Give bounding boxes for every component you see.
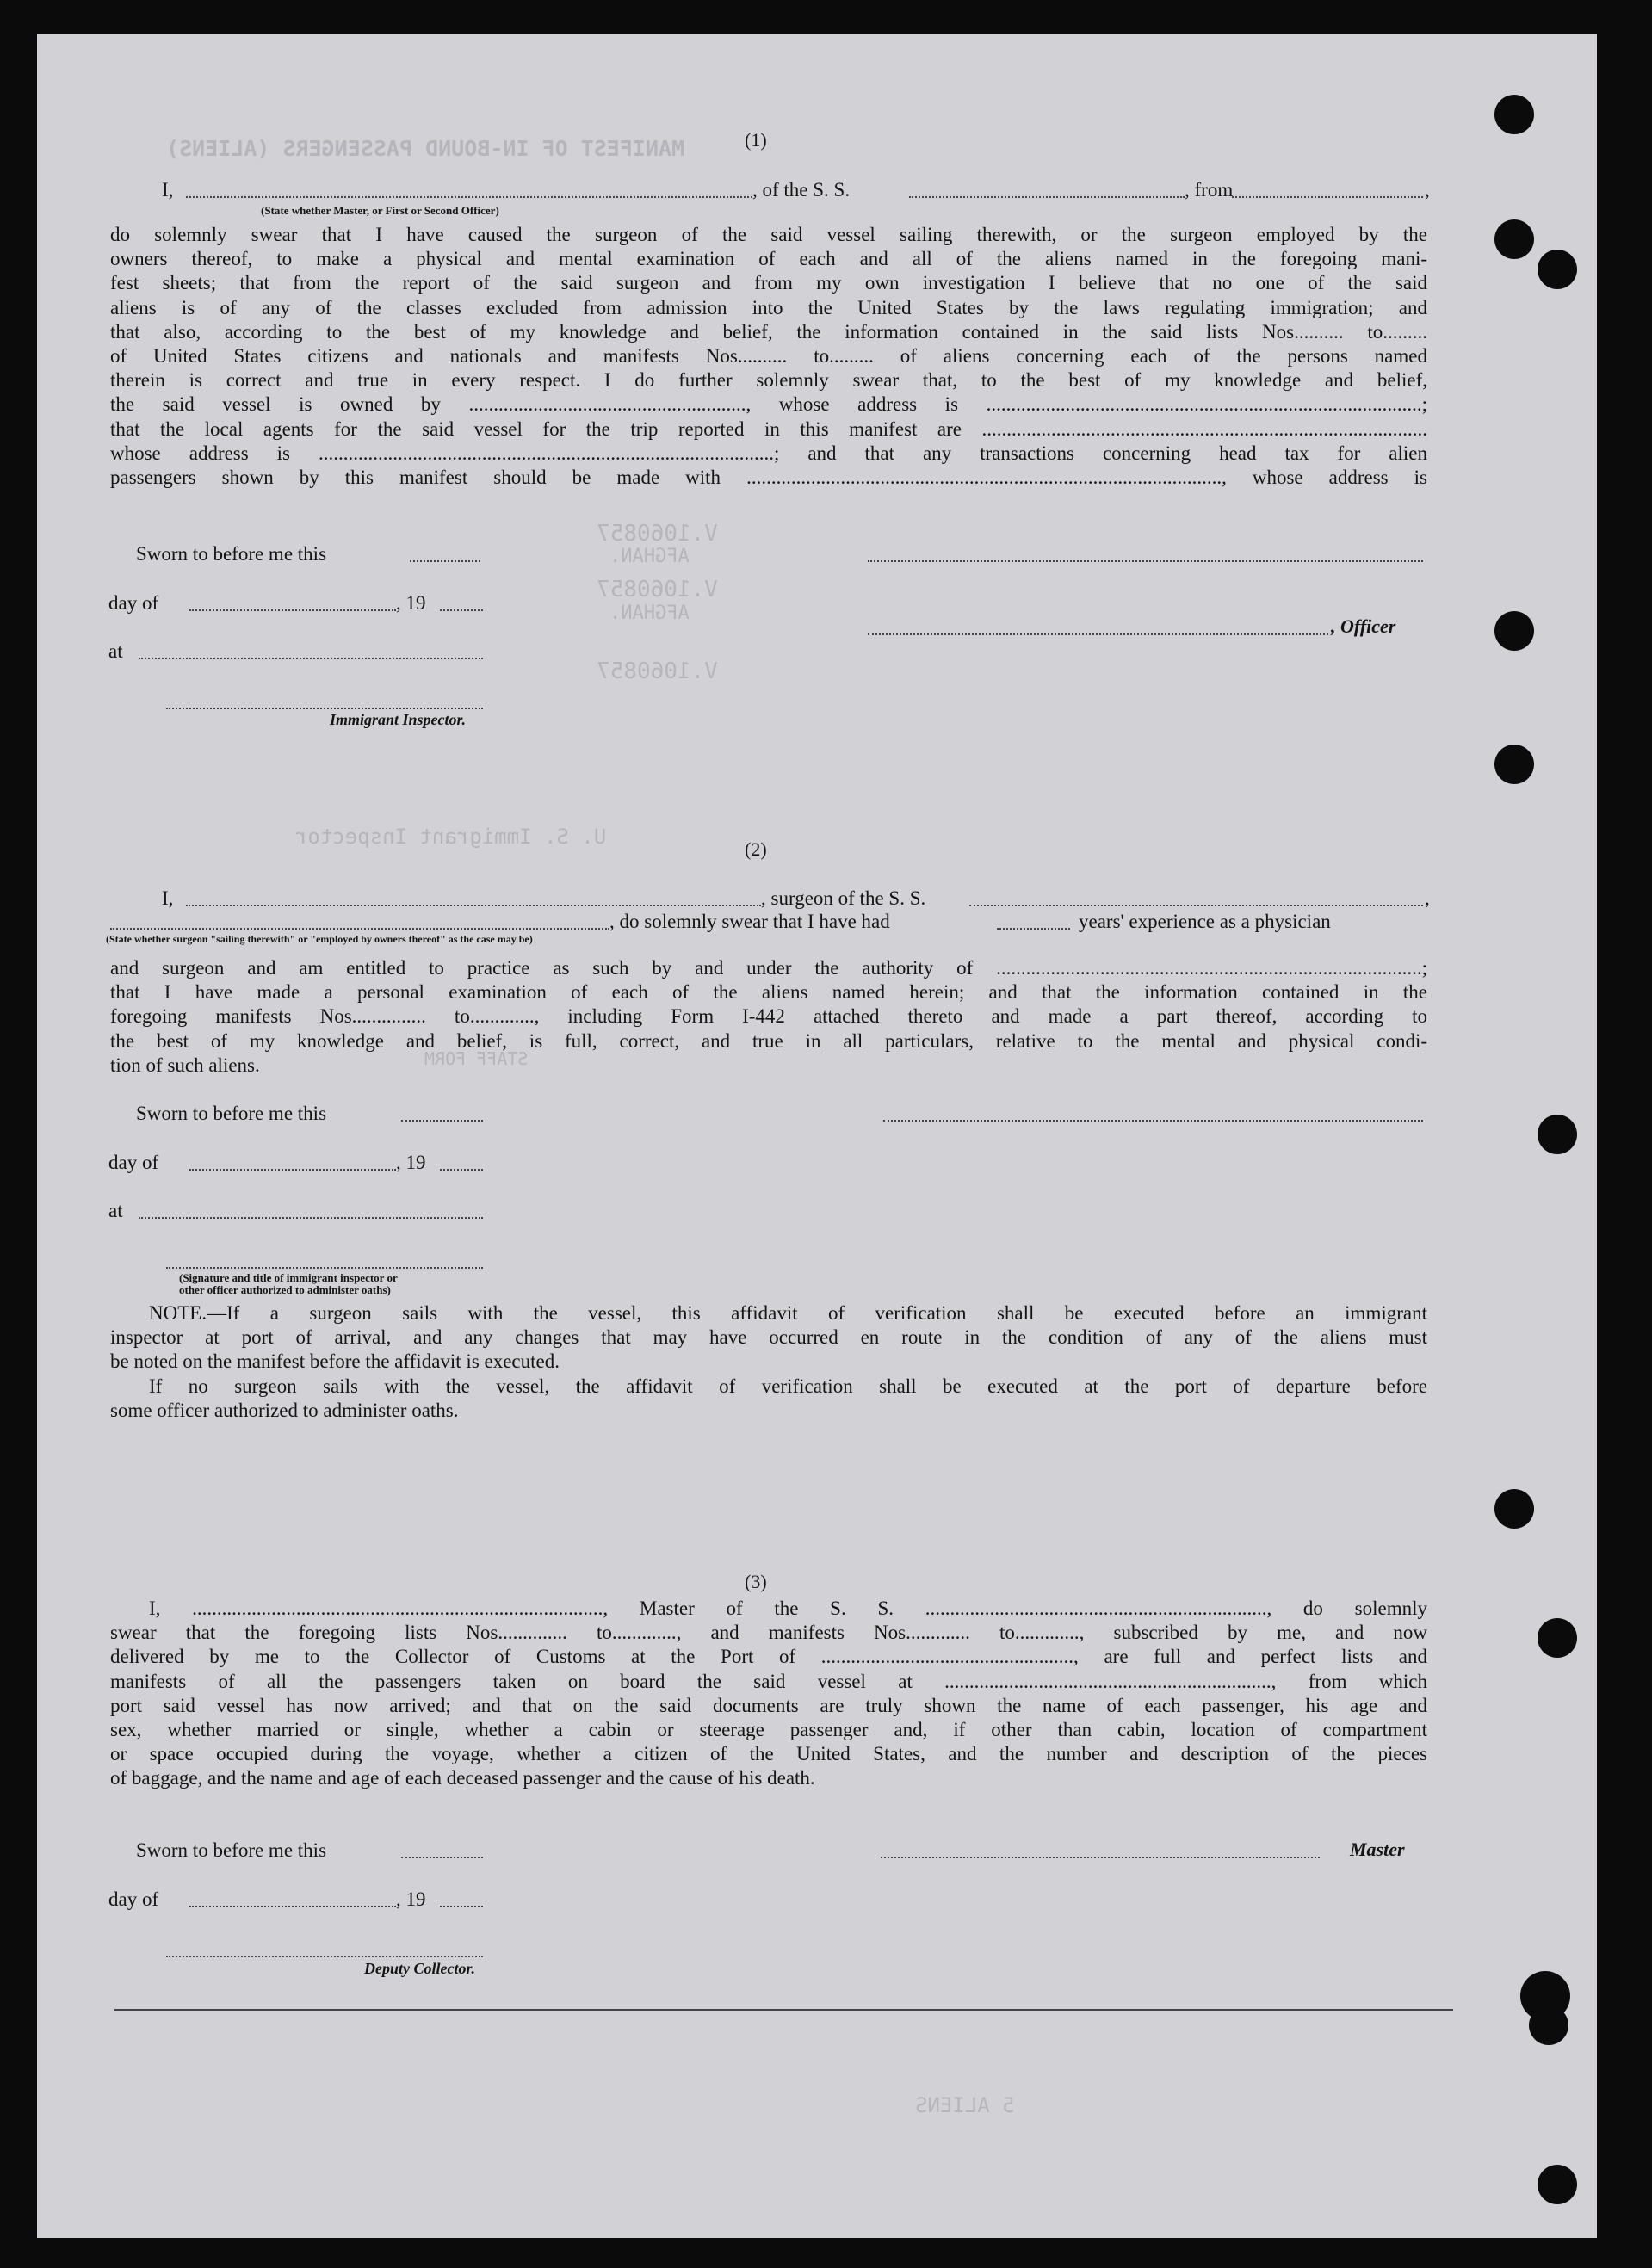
- bleed-visa-5: V.1060857: [597, 658, 718, 684]
- punch-hole: [1494, 745, 1534, 784]
- s2-line2-mid: , do solemnly swear that I have had: [609, 911, 890, 932]
- bottom-rule: [114, 2009, 1453, 2011]
- s1-line1-lead: I,: [162, 179, 174, 201]
- affidavit-1-line: that also, according to the best of my knowledge and belief, the information contained in the said lists Nos.......... to.........: [110, 320, 1427, 343]
- section-1-heading: (1): [745, 129, 767, 151]
- s2-line1-lead: I,: [162, 887, 174, 909]
- note-prefix: NOTE.: [149, 1302, 207, 1324]
- affidavit-3-line: I, ..................................................................................., Master of the S. S. ....................................................................., do solemnly: [149, 1597, 1427, 1619]
- punch-hole: [1529, 2005, 1568, 2045]
- s1-officer-label: , Officer: [1331, 615, 1396, 637]
- s1-inspector-line: [166, 708, 483, 709]
- s2-blank-at: [139, 1217, 483, 1219]
- bleed-visa-2: AFGHAN.: [609, 546, 690, 567]
- affidavit-2-line: tion of such aliens.: [110, 1054, 260, 1076]
- s1-blank-from: [1232, 196, 1423, 198]
- punch-hole: [1494, 95, 1534, 134]
- note-line: inspector at port of arrival, and any changes that may have occurred en route in the condition of any of the aliens must: [110, 1326, 1427, 1349]
- s3-collector-label: Deputy Collector.: [364, 1960, 475, 1977]
- bleed-visa-1: V.1060857: [597, 521, 718, 547]
- affidavit-3-line: port said vessel has now arrived; and that on the said documents are truly shown the name of each passenger, his age and: [110, 1694, 1427, 1716]
- punch-hole: [1538, 250, 1577, 289]
- affidavit-1-line: that the local agents for the said vessel for the trip reported in this manifest are ..........................................................................................: [110, 417, 1427, 440]
- bleed-visa-4: AFGHAN.: [609, 603, 690, 624]
- s1-officer-sig-line: [868, 560, 1423, 562]
- s1-day-label: day of: [108, 592, 159, 614]
- s3-master-label: Master: [1350, 1839, 1405, 1860]
- s1-line1-comma: ,: [1425, 179, 1430, 201]
- bleed-visa-3: V.1060857: [597, 577, 718, 603]
- affidavit-1-line: of United States citizens and nationals and manifests Nos.......... to......... of aliens concerning each of the persons named: [110, 345, 1427, 367]
- s1-line1-end: , from: [1185, 179, 1234, 201]
- punch-hole: [1494, 1489, 1534, 1529]
- s2-inspector-line: [166, 1267, 483, 1269]
- note-line: be noted on the manifest before the affidavit is executed.: [110, 1350, 560, 1373]
- note-line: NOTE.—If a surgeon sails with the vessel, this affidavit of verification shall be executed before an immigrant: [149, 1302, 1427, 1324]
- s2-year-label: , 19: [396, 1152, 426, 1173]
- s1-year-label: , 19: [396, 592, 426, 614]
- punch-hole: [1538, 1115, 1577, 1154]
- s1-inspector-label: Immigrant Inspector.: [330, 711, 467, 728]
- affidavit-1-line: do solemnly swear that I have caused the surgeon of the said vessel sailing therewith, or the surgeon employed by the: [110, 224, 1427, 245]
- s2-blank-sworn: [401, 1120, 483, 1122]
- affidavit-2-line: and surgeon and am entitled to practice as such by and under the authority of ......................................................................................;: [110, 957, 1427, 979]
- affidavit-1-line: fest sheets; that from the report of the said surgeon and from my own investigation I believe that no one of the said: [110, 272, 1427, 294]
- document-page: [37, 34, 1597, 2238]
- s3-day-label: day of: [108, 1888, 159, 1910]
- s1-at-label: at: [108, 640, 123, 662]
- affidavit-2-line: that I have made a personal examination of each of the aliens named herein; and that the information contained in the: [110, 981, 1427, 1004]
- s2-blank-day: [189, 1169, 396, 1171]
- bleed-footer: 5 ALIENS: [915, 2093, 1015, 2117]
- punch-hole: [1538, 1618, 1577, 1658]
- s1-blank-at: [139, 658, 483, 659]
- affidavit-1-line: passengers shown by this manifest should be made with ................................................................................................, whose address is: [110, 467, 1427, 488]
- s3-blank-day: [189, 1906, 396, 1907]
- affidavit-3-line: swear that the foregoing lists Nos.............. to............., and manifests Nos............. to............., subscribed by me, and now: [110, 1622, 1427, 1644]
- s3-sworn-label: Sworn to before me this: [136, 1839, 327, 1861]
- s1-blank-day: [189, 609, 396, 611]
- s1-officer-line: [868, 633, 1328, 635]
- affidavit-3-line: or space occupied during the voyage, whether a citizen of the United States, and the number and description of the pieces: [110, 1743, 1427, 1765]
- section-3-heading: (3): [745, 1571, 767, 1592]
- affidavit-1-line: aliens is of any of the classes excluded from admission into the United States by the laws regulating immigration; and: [110, 296, 1427, 318]
- s2-blank-name: [186, 905, 761, 906]
- s2-line2-note: (State whether surgeon "sailing therewith" or "employed by owners thereof" as the case may be): [106, 933, 533, 945]
- s2-blank-years: [997, 928, 1070, 930]
- s1-line1-note: (State whether Master, or First or Second Officer): [261, 204, 499, 217]
- s2-line1-mid: , surgeon of the S. S.: [761, 887, 926, 909]
- s2-blank-vessel: [969, 905, 1423, 906]
- punch-hole: [1538, 2165, 1577, 2204]
- affidavit-3-line: delivered by me to the Collector of Customs at the Port of ..................................................., are full and perfect lists and: [110, 1646, 1427, 1668]
- s1-blank-sworn: [410, 560, 480, 562]
- s2-blank-year: [440, 1169, 483, 1171]
- punch-hole: [1494, 219, 1534, 259]
- affidavit-1-line: whose address is ............................................................................................; and that any transactions concerning head tax for alien: [110, 442, 1427, 464]
- affidavit-3-line: manifests of all the passengers taken on board the said vessel at .................................................................., from which: [110, 1670, 1427, 1692]
- s2-sworn-label: Sworn to before me this: [136, 1103, 327, 1124]
- s2-line1-comma: ,: [1425, 887, 1430, 909]
- bleed-header: MANIFEST OF IN-BOUND PASSENGERS (ALIENS): [166, 136, 685, 161]
- section-2-heading: (2): [745, 838, 767, 860]
- s2-line2-end: years' experience as a physician: [1079, 911, 1331, 932]
- s2-sig-note-1: (Signature and title of immigrant inspector or: [179, 1271, 398, 1284]
- s3-year-label: , 19: [396, 1888, 426, 1910]
- s1-blank-vessel: [909, 196, 1185, 198]
- bleed-staff: STAFF FORM: [424, 1048, 529, 1069]
- s2-surgeon-sig-line: [883, 1120, 1423, 1122]
- s3-collector-line: [166, 1956, 483, 1957]
- s1-blank-year: [440, 609, 483, 611]
- s1-line1-mid: , of the S. S.: [752, 179, 851, 201]
- affidavit-1-line: therein is correct and true in every respect. I do further solemnly swear that, to the best of my knowledge and belief,: [110, 369, 1427, 392]
- s2-day-label: day of: [108, 1152, 159, 1173]
- s2-blank-type: [110, 928, 609, 930]
- s3-blank-sworn: [401, 1857, 483, 1858]
- bleed-stamp: U. S. Immigrant Inspector: [295, 825, 607, 849]
- s2-sig-note-2: other officer authorized to administer oaths): [179, 1283, 391, 1296]
- s3-blank-year: [440, 1906, 483, 1907]
- note-line: some officer authorized to administer oaths.: [110, 1399, 459, 1421]
- affidavit-1-line: the said vessel is owned by ........................................................, whose address is ........................................................................................;: [110, 393, 1427, 416]
- s1-sworn-label: Sworn to before me this: [136, 543, 327, 565]
- affidavit-3-line: of baggage, and the name and age of each deceased passenger and the cause of his death.: [110, 1767, 815, 1789]
- note-line: If no surgeon sails with the vessel, the affidavit of verification shall be executed at the port of departure before: [149, 1375, 1427, 1397]
- affidavit-2-line: the best of my knowledge and belief, is full, correct, and true in all particulars, relative to the mental and physical condi-: [110, 1029, 1427, 1052]
- affidavit-2-line: foregoing manifests Nos............... to............., including Form I-442 attached thereto and made a part thereof, according to: [110, 1005, 1427, 1028]
- s1-blank-name: [186, 196, 752, 198]
- affidavit-3-line: sex, whether married or single, whether a cabin or steerage passenger and, if other than cabin, location of compartment: [110, 1719, 1427, 1740]
- s2-at-label: at: [108, 1200, 123, 1221]
- affidavit-1-line: owners thereof, to make a physical and mental examination of each and all of the aliens named in the foregoing mani-: [110, 248, 1427, 270]
- s3-master-sig-line: [881, 1857, 1320, 1858]
- punch-hole: [1494, 611, 1534, 651]
